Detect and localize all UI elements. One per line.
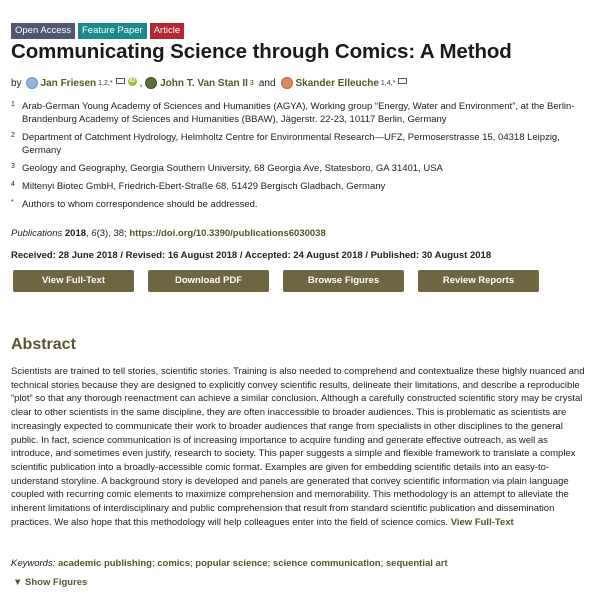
browse-figures-button[interactable]: Browse Figures [283,270,404,292]
abstract-text [11,365,586,529]
author-affil-sup: 1,4,* [380,79,396,87]
affiliation-item [11,162,586,175]
affiliation-number: 4 [11,181,15,188]
affiliation-text: Geology and Geography, Georgia Southern University, 68 Georgia Ave, Statesboro, GA 31401, USA [22,163,443,174]
show-figures-label: Show Figures [25,577,88,588]
author-list: by Jan Friesen 1,2,* iD , John T. Van Stan II 3 and Skander Elleuche 1,4,* [11,77,409,89]
orcid-icon[interactable]: iD [129,78,136,84]
and-label: and [258,77,276,89]
publication-dates: Received: 28 June 2018 / Revised: 16 August 2018 / Accepted: 24 August 2018 / Published: 30 August 2018 [11,250,492,261]
view-full-text-button[interactable]: View Full-Text [13,270,134,292]
author-name[interactable]: Skander Elleuche [295,77,379,89]
affiliation-list [11,100,586,216]
publication-issue: (3), 38; [96,228,127,239]
doi-link[interactable]: https://doi.org/10.3390/publications6030038 [129,228,326,239]
download-pdf-button[interactable]: Download PDF [148,270,269,292]
keyword-link[interactable]: popular science [195,558,268,569]
by-label: by [11,77,22,89]
author-avatar-icon [26,77,38,89]
affiliation-item [11,198,586,211]
affiliation-item [11,180,586,193]
author-affil-sup: 1,2,* [98,79,113,87]
keyword-link[interactable]: academic publishing [58,558,152,569]
publication-year: 2018 [64,228,87,239]
keyword-link[interactable]: comics [157,558,190,569]
affiliation-item [11,100,586,126]
journal-name[interactable]: Publications [11,228,63,239]
author-avatar-icon [281,77,293,89]
affiliation-number: 1 [11,101,15,108]
author-avatar-icon [145,77,157,89]
feature-paper-badge[interactable]: Feature Paper [78,23,147,39]
abstract-heading: Abstract [11,336,76,353]
publication-info: Publications 2018, 6(3), 38; https://doi.org/10.3390/publications6030038 [11,228,326,239]
review-reports-button[interactable]: Review Reports [418,270,539,292]
article-badge: Article [150,23,184,39]
abstract-body: Scientists are trained to tell stories, scientific stories. Training is also needed to comprehend and contextualize these highly nuanced and technical stories because they are designed to explicitly convey scientific results, delineate their limitations, and describe a reproducible “plot” so that any thorough reenactment can achieve a similar conclusion. Although a carefully constructed scientific story may be crystal clear to other scientists in the same discipline, they are often inaccessible to broader audiences. This is problematic as scientists are increasingly expected to communicate their work to broader audiences that range from specialists in other disciplines to the general public. In fact, science communication is of increasing importance to acquire funding and generate effective outreach, as well as introduce, and sometimes even justify, research to society. This paper suggests a simple and flexible framework to translate a complex scientific publication into a broadly-accessible comic format. Examples are given for embedding scientific details into an easy-to-understand storyline. A background story is developed and panels are generated that convey scientific information via plain language coupled with recurring comic elements to maximize comprehension and memorability. This methodology is an attempt to alleviate the inherent limitations of interdisciplinary and public comprehension that result from standard scientific publication and dissemination practices. We also hope that this methodology will help colleagues enter into the field of science comics. [11,366,585,528]
action-buttons [13,270,539,292]
affiliation-item [11,131,586,157]
keywords-label: Keywords: [11,558,56,569]
abstract-full-text-link[interactable]: View Full-Text [450,516,514,528]
affiliation-text: Authors to whom correspondence should be addressed. [22,199,258,210]
affiliation-text: Department of Catchment Hydrology, Helmholtz Centre for Environmental Research—UFZ, Permoserstrasse 15, 04318 Leipzig, Germany [22,132,560,156]
author-name[interactable]: John T. Van Stan II [160,77,248,89]
open-access-badge[interactable]: Open Access [11,23,75,39]
badge-row [11,23,184,39]
keywords: Keywords: academic publishing; comics; popular science; science communication; sequential art [11,558,448,569]
show-figures-toggle[interactable] [13,577,87,588]
affiliation-number: 2 [11,132,15,139]
keyword-link[interactable]: science communication [272,558,381,569]
affiliation-number: * [11,199,14,206]
article-title: Communicating Science through Comics: A Method [11,40,512,63]
email-icon[interactable] [116,78,125,84]
author-affil-sup: 3 [249,79,254,87]
affiliation-number: 3 [11,163,15,170]
email-icon[interactable] [398,78,407,84]
keyword-link[interactable]: sequential art [385,558,448,569]
affiliation-text: Miltenyi Biotec GmbH, Friedrich-Ebert-Straße 68, 51429 Bergisch Gladbach, Germany [22,181,386,192]
author-name[interactable]: Jan Friesen [40,77,97,89]
affiliation-text: Arab-German Young Academy of Sciences and Humanities (AGYA), Working group “Energy, Water and Environment”, at the Berlin-Brandenburg Academy of Sciences and Humanities (BBAW), Jägerstr. 22-23, 10117 Berlin, Germany [22,101,575,125]
triangle-down-icon: ▼ [13,577,23,588]
publication-volume: 6 [91,228,97,239]
